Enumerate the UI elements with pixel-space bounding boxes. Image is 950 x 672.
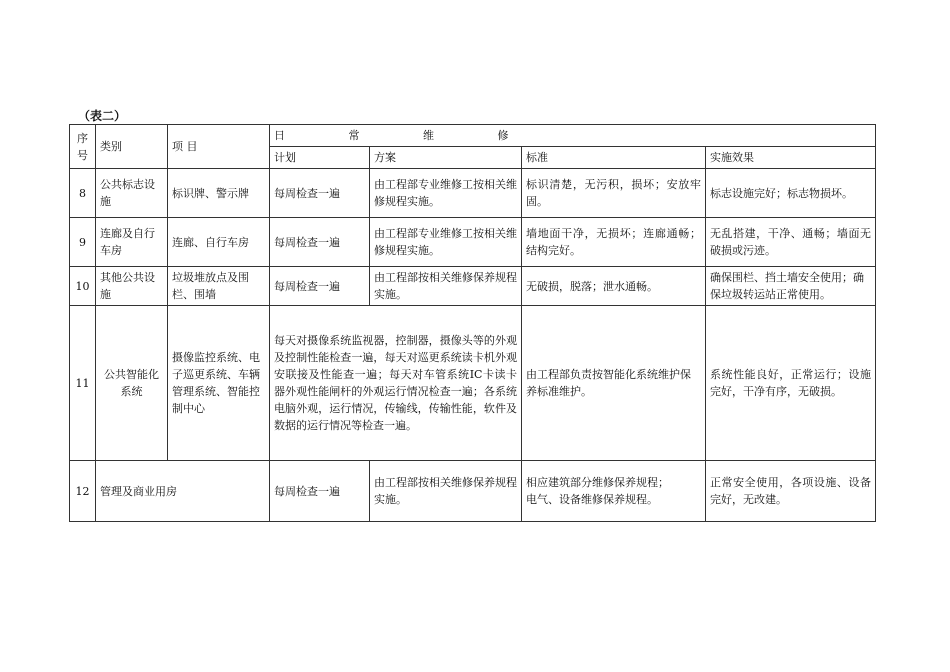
cell-standard: 标识清楚，无污积，损坏；安放牢固。 bbox=[522, 169, 706, 218]
cell-plan-scheme: 每天对摄像系统监视器，控制器，摄像头等的外观及控制性能检查一遍，每天对巡更系统读卡机外观安联接及性能查一遍；每天对车管系统IC卡读卡器外观性能闸杆的外观运行情况检查一遍；各系统电脑外观，运行情况，传输线，传输性能，软件及数据的运行情况等检查一遍。 bbox=[270, 306, 522, 461]
cell-standard: 由工程部负责按智能化系统维护保养标准维护。 bbox=[522, 306, 706, 461]
standard-line-1: 相应建筑部分维修保养规程； bbox=[526, 476, 669, 489]
cell-category: 连廊及自行车房 bbox=[96, 218, 168, 267]
cell-category: 公共智能化系统 bbox=[96, 306, 168, 461]
table-row bbox=[70, 306, 876, 461]
cell-standard: 墙地面干净，无损坏；连廊通畅；结构完好。 bbox=[522, 218, 706, 267]
cell-plan: 每周检查一遍 bbox=[270, 218, 370, 267]
cell-effect: 系统性能良好，正常运行；设施完好，干净有序，无破损。 bbox=[706, 306, 876, 461]
table-row bbox=[70, 169, 876, 218]
cell-seq: 8 bbox=[70, 169, 96, 218]
cell-seq: 10 bbox=[70, 267, 96, 306]
cell-scheme: 由工程部按相关维修保养规程实施。 bbox=[370, 461, 522, 522]
cell-seq: 12 bbox=[70, 461, 96, 522]
cell-scheme: 由工程部专业维修工按相关维修规程实施。 bbox=[370, 218, 522, 267]
cell-category-item: 管理及商业用房 bbox=[96, 461, 270, 522]
cell-effect: 确保围栏、挡土墙安全使用；确保垃圾转运站正常使用。 bbox=[706, 267, 876, 306]
header-category: 类别 bbox=[96, 125, 168, 169]
cell-seq: 11 bbox=[70, 306, 96, 461]
cell-category: 公共标志设施 bbox=[96, 169, 168, 218]
cell-category: 其他公共设施 bbox=[96, 267, 168, 306]
header-daily-maintenance: 日 常 维 修 bbox=[270, 125, 876, 147]
standard-line-2: 电气、设备维修保养规程。 bbox=[526, 493, 658, 506]
cell-effect: 标志设施完好；标志物损坏。 bbox=[706, 169, 876, 218]
cell-plan: 每周检查一遍 bbox=[270, 267, 370, 306]
cell-scheme: 由工程部按相关维修保养规程实施。 bbox=[370, 267, 522, 306]
cell-scheme: 由工程部专业维修工按相关维修规程实施。 bbox=[370, 169, 522, 218]
cell-item: 连廊、自行车房 bbox=[168, 218, 270, 267]
cell-item: 标识牌、警示牌 bbox=[168, 169, 270, 218]
header-effect: 实施效果 bbox=[706, 147, 876, 169]
header-seq: 序号 bbox=[70, 125, 96, 169]
table-caption: （表二） bbox=[78, 109, 127, 123]
header-row-1 bbox=[70, 125, 876, 147]
cell-standard: 无破损，脱落；泄水通畅。 bbox=[522, 267, 706, 306]
table-row bbox=[70, 267, 876, 306]
header-scheme: 方案 bbox=[370, 147, 522, 169]
header-item: 项 目 bbox=[168, 125, 270, 169]
table-row bbox=[70, 218, 876, 267]
cell-seq: 9 bbox=[70, 218, 96, 267]
cell-plan: 每周检查一遍 bbox=[270, 169, 370, 218]
header-plan: 计划 bbox=[270, 147, 370, 169]
table-row bbox=[70, 461, 876, 522]
cell-item: 垃圾堆放点及围栏、围墙 bbox=[168, 267, 270, 306]
cell-effect: 正常安全使用，各项设施、设备完好，无改建。 bbox=[706, 461, 876, 522]
cell-item: 摄像监控系统、电子巡更系统、车辆管理系统、智能控制中心 bbox=[168, 306, 270, 461]
maintenance-table bbox=[69, 124, 876, 522]
cell-standard bbox=[522, 461, 706, 522]
cell-plan: 每周检查一遍 bbox=[270, 461, 370, 522]
header-standard: 标准 bbox=[522, 147, 706, 169]
cell-effect: 无乱搭建，干净、通畅；墙面无破损或污迹。 bbox=[706, 218, 876, 267]
